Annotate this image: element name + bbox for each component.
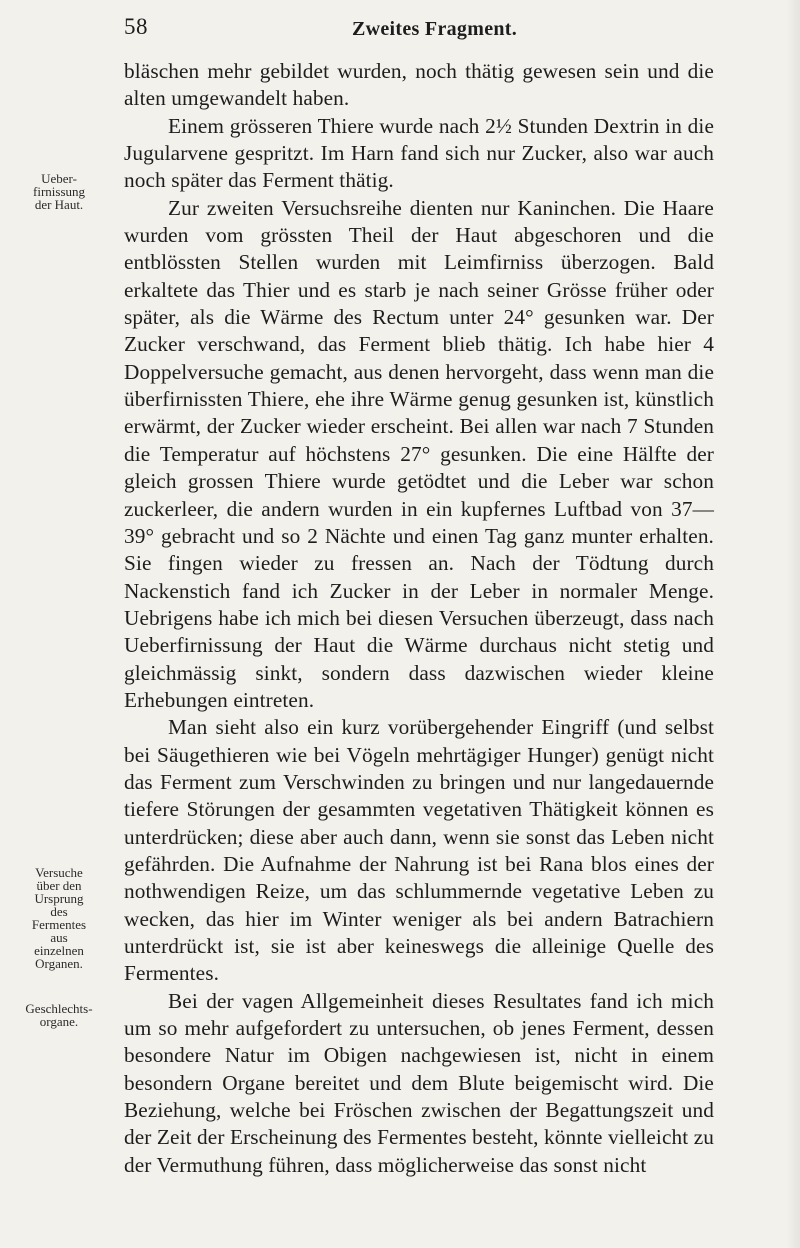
- paragraph-continuation: bläschen mehr gebildet wurden, noch thätig gewesen sein und die alten umgewandelt haben.: [124, 59, 714, 111]
- paragraph-zweite-versuchsreihe: Zur zweiten Versuchsreihe dienten nur Kaninchen. Die Haare wurden vom grössten Theil der Haut abgeschoren und die entblössten Stellen wurden mit Leimfirniss überzogen. Bald erkaltete das Thier und es starb je nach seiner Grösse früher oder später, als die Wärme des Rectum unter 24° gesunken war. Der Zucker verschwand, das Ferment blieb thätig. Ich habe hier 4 Doppelversuche gemacht, aus denen hervorgeht, dass wenn man die überfirnissten Thiere, ehe ihre Wärme genug gesunken ist, künstlich erwärmt, der Zucker wieder erscheint. Bei allen war nach 7 Stunden die Temperatur auf höchstens 27° gesunken. Die eine Hälfte der gleich grossen Thiere wurde getödtet und die Leber war schon zuckerleer, die andern wurden in ein kupfernes Luftbad von 37—39° gebracht und so 2 Nächte und einen Tag ganz munter erhalten. Sie fingen wieder zu fressen an. Nach der Tödtung durch Nackenstich fand ich Zucker in der Leber in normaler Menge. Uebrigens habe ich mich bei diesen Versuchen überzeugt, dass nach Ueberfirnissung der Haut die Wärme durchaus nicht stetig und gleichmässig sinkt, sondern dass dazwischen wieder kleine Erhebungen eintreten.: [124, 195, 714, 712]
- paragraph-conclusion: Man sieht also ein kurz vorübergehender Eingriff (und selbst bei Säugethieren wie bei Vögeln mehrtägiger Hunger) genügt nicht das Ferment zum Verschwinden zu bringen und nur langedauernde tiefere Störungen der gesammten vegetativen Thätigkeit können es unterdrücken; diese aber auch dann, wenn sie sonst das Leben nicht gefährden. Die Aufnahme der Nahrung ist bei Rana blos eines der nothwendigen Reize, um das schlummernde vegetative Leben zu wecken, das hier im Winter weniger als bei andern Batrachiern unterdrückt ist, sie ist aber keineswegs die alleinige Quelle des Fermentes.: [124, 715, 714, 986]
- running-head: Zweites Fragment.: [352, 18, 518, 40]
- paragraph-dextrin: Einem grösseren Thiere wurde nach 2½ Stunden Dextrin in die Jugularvene gespritzt. Im Harn fand sich nur Zucker, also war auch noch später das Ferment thätig.: [124, 113, 714, 193]
- margin-note-ueberfirnissung: Ueber- firnissung der Haut.: [33, 171, 85, 212]
- margin-note-geschlechtsorgane: Geschlechts- organe.: [25, 1001, 93, 1029]
- page-header: [0, 14, 800, 48]
- margin-note-versuche-ursprung: Versuche über den Ursprung des Fermentes aus einzelnen Organen.: [31, 865, 87, 971]
- paragraph-ursprung: Bei der vagen Allgemeinheit dieses Resultates fand ich mich um so mehr aufgefordert zu untersuchen, ob jenes Ferment, dessen besondere Natur im Obigen nachgewiesen ist, nicht in einem besondern Organe bereitet und dem Blute beigemischt wird. Die Beziehung, welche bei Fröschen zwischen der Begattungszeit und der Zeit der Erscheinung des Fermentes besteht, könnte vielleicht zu der Vermuthung führen, dass möglicherweise das sonst nicht: [124, 988, 714, 1177]
- page-number: 58: [124, 14, 148, 39]
- body-text: [124, 58, 714, 1179]
- page-edge-shadow: [786, 0, 800, 1248]
